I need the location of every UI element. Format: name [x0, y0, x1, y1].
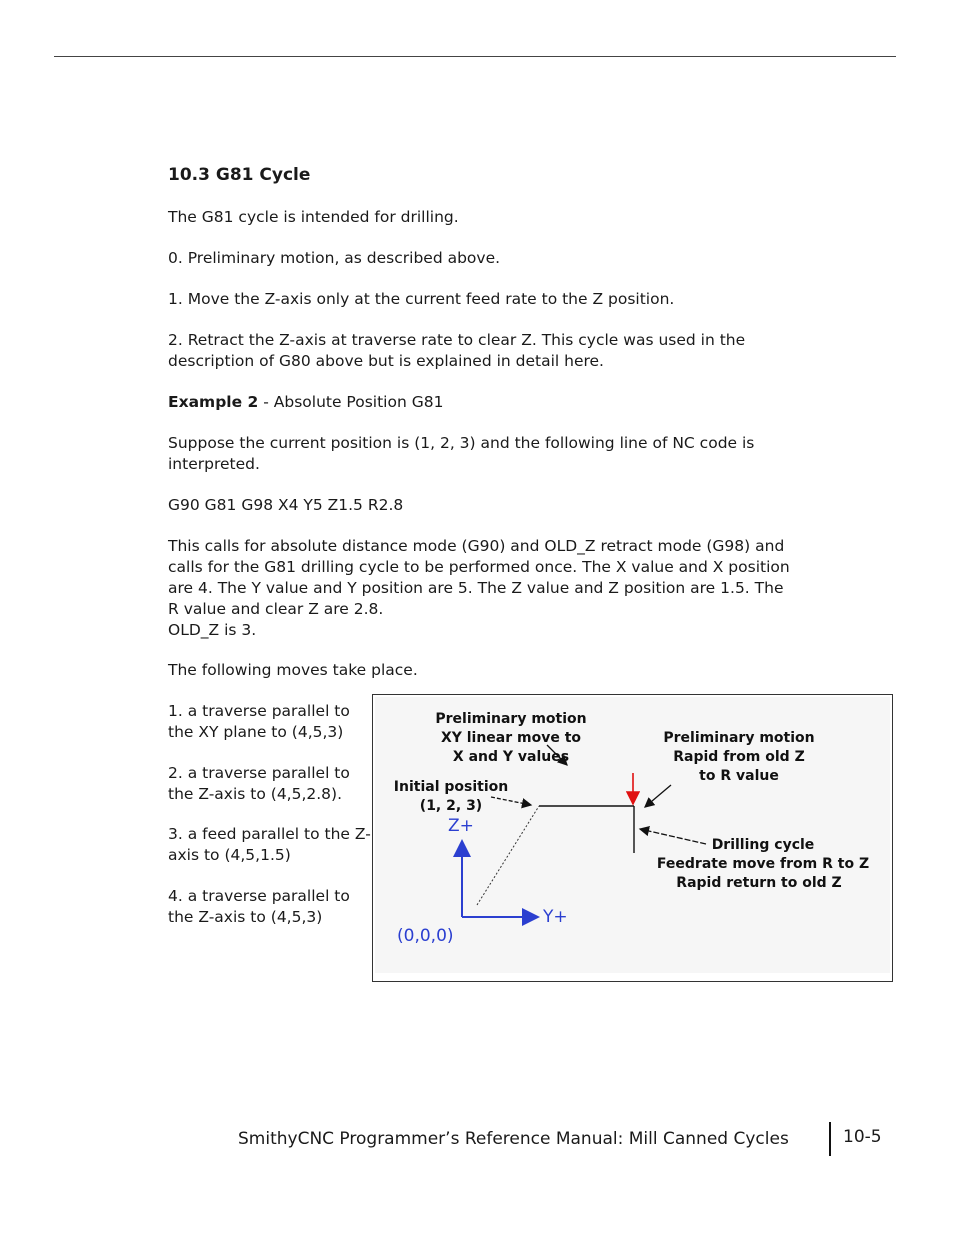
label-prelim-z-3: to R value — [699, 768, 779, 784]
suppose-line-1: Suppose the current position is (1, 2, 3) and the following line of NC code is — [168, 434, 755, 452]
move-item-2 — [168, 763, 378, 805]
page-number: 10-5 — [843, 1127, 882, 1147]
footer-divider — [829, 1122, 831, 1156]
g81-diagram — [372, 694, 893, 982]
calls-line: are 4. The Y value and Y position are 5. The Z value and Z position are 1.5. The — [168, 579, 784, 597]
move-line: 1. a traverse parallel to — [168, 702, 350, 720]
move-line: 4. a traverse parallel to — [168, 887, 350, 905]
move-line: the XY plane to (4,5,3) — [168, 723, 344, 741]
step-2-line-1: 2. Retract the Z-axis at traverse rate to clear Z. This cycle was used in the — [168, 331, 746, 349]
move-line: the Z-axis to (4,5,3) — [168, 908, 323, 926]
moves-intro: The following moves take place. — [168, 661, 418, 679]
step-0-text: 0. Preliminary motion, as described above. — [168, 249, 501, 267]
move-line: the Z-axis to (4,5,2.8). — [168, 785, 343, 803]
g81-diagram-svg — [373, 695, 892, 981]
step-2-line-2: description of G80 above but is explained in detail here. — [168, 352, 604, 370]
z-axis-label: Z+ — [448, 816, 474, 836]
y-axis-label: Y+ — [543, 907, 568, 927]
section-heading: 10.3 G81 Cycle — [168, 165, 311, 185]
nc-code-line: G90 G81 G98 X4 Y5 Z1.5 R2.8 — [168, 496, 404, 514]
calls-paragraph — [168, 536, 790, 641]
label-initial-1: Initial position — [393, 779, 509, 795]
example-label: Example 2 — [168, 393, 259, 411]
suppose-line-2: interpreted. — [168, 455, 260, 473]
move-line: 2. a traverse parallel to — [168, 764, 350, 782]
label-initial-2: (1, 2, 3) — [419, 798, 483, 814]
calls-line: OLD_Z is 3. — [168, 621, 257, 639]
move-item-4 — [168, 886, 378, 928]
step-1-text: 1. Move the Z-axis only at the current feed rate to the Z position. — [168, 290, 675, 308]
label-drilling-3: Rapid return to old Z — [676, 875, 842, 891]
footer-manual-title: SmithyCNC Programmer’s Reference Manual: Mill Canned Cycles — [238, 1129, 789, 1149]
label-prelim-xy-3: X and Y values — [452, 749, 570, 765]
label-prelim-z-2: Rapid from old Z — [673, 749, 805, 765]
example-title: - Absolute Position G81 — [258, 393, 444, 411]
label-drilling-2: Feedrate move from R to Z — [656, 856, 870, 872]
header-rule — [54, 56, 896, 57]
step-2-text — [168, 330, 745, 372]
label-prelim-xy-1: Preliminary motion — [435, 711, 587, 727]
suppose-text — [168, 433, 754, 475]
move-line: 3. a feed parallel to the Z- — [168, 825, 371, 843]
intro-text: The G81 cycle is intended for drilling. — [168, 208, 459, 226]
calls-line: calls for the G81 drilling cycle to be performed once. The X value and X position — [168, 558, 790, 576]
move-item-1 — [168, 701, 378, 743]
origin-label: (0,0,0) — [397, 926, 454, 946]
move-line: axis to (4,5,1.5) — [168, 846, 291, 864]
example-heading — [168, 392, 443, 413]
label-drilling-1: Drilling cycle — [711, 837, 815, 853]
move-item-3 — [168, 824, 378, 866]
label-prelim-xy-2: XY linear move to — [440, 730, 582, 746]
calls-line: R value and clear Z are 2.8. — [168, 600, 384, 618]
calls-line: This calls for absolute distance mode (G90) and OLD_Z retract mode (G98) and — [168, 537, 785, 555]
label-prelim-z-1: Preliminary motion — [663, 730, 815, 746]
